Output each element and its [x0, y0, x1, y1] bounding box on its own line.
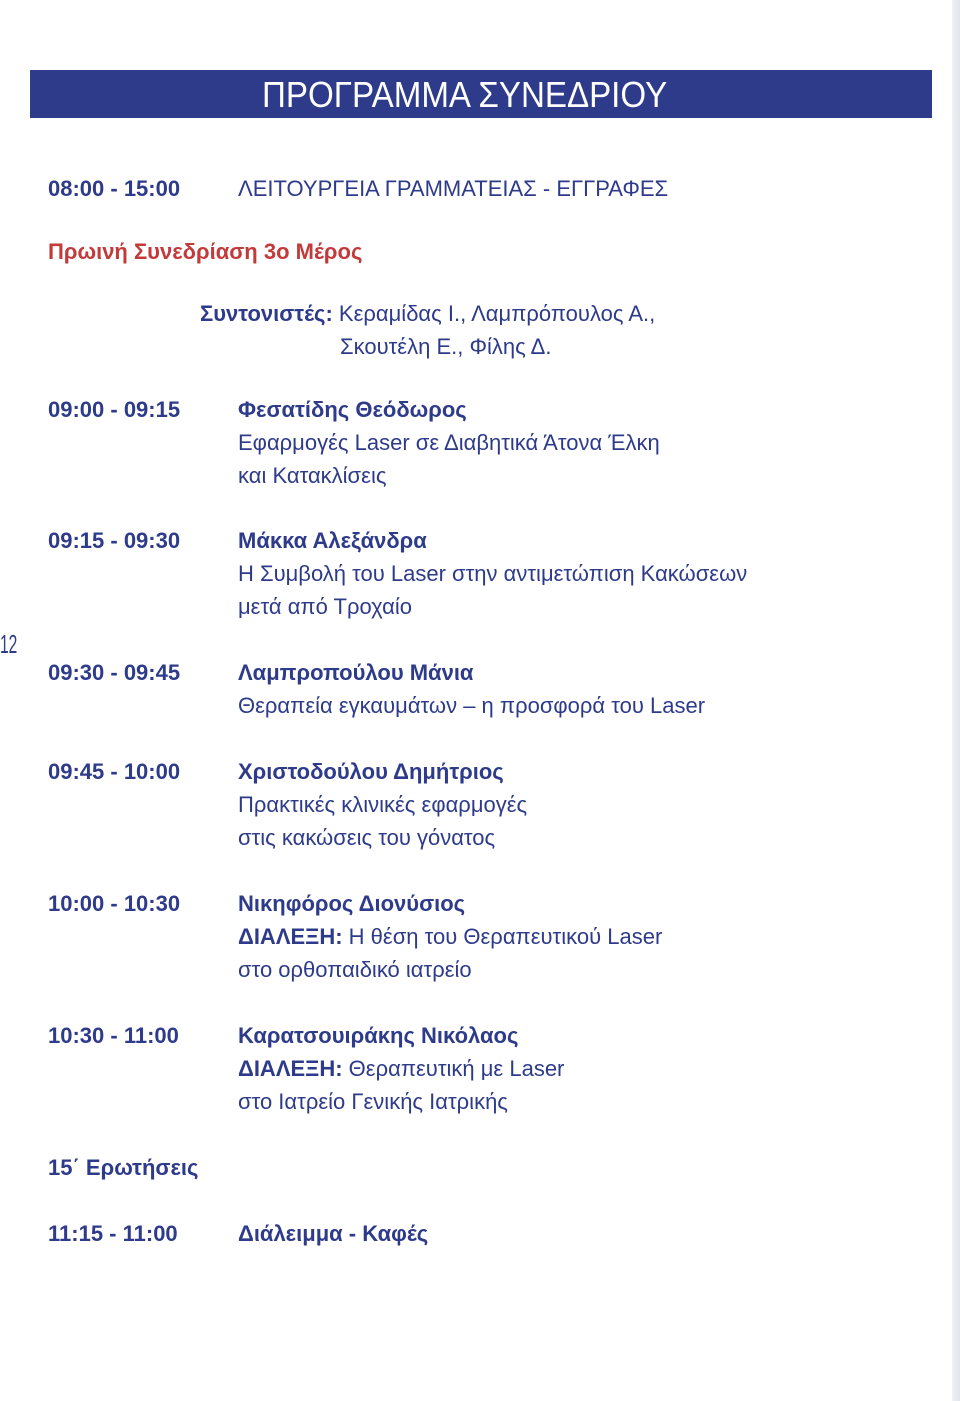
break-time: 11:15 - 11:00 [48, 1221, 178, 1246]
talk-title-line1: Θεραπευτική με Laser [342, 1056, 565, 1081]
talk-title-line1: Η θέση του Θεραπευτικού Laser [342, 924, 663, 949]
talk-time: 09:45 - 10:00 [48, 759, 181, 784]
talk-title-line1: Εφαρμογές Laser σε Διαβητικά Άτονα Έλκη [238, 430, 660, 455]
talk-speaker: Μάκκα Αλεξάνδρα [238, 528, 427, 553]
talk-time: 09:00 - 09:15 [48, 397, 181, 422]
talk-title-line1: Η Συμβολή του Laser στην αντιμετώπιση Κακώσεων [238, 561, 748, 586]
lecture-label: ΔΙΑΛΕΞΗ: [238, 1056, 343, 1081]
break-title: Διάλειμμα - Καφές [238, 1221, 429, 1246]
registration-title: ΛΕΙΤΟΥΡΓΕΙΑ ΓΡΑΜΜΑΤΕΙΑΣ - ΕΓΓΡΑΦΕΣ [238, 176, 669, 201]
talk-speaker: Καρατσουιράκης Νικόλαος [238, 1023, 519, 1048]
session-title: Πρωινή Συνεδρίαση 3ο Μέρος [48, 239, 363, 264]
coordinators-names-line1: Κεραμίδας Ι., Λαμπρόπουλος Α., [332, 301, 656, 326]
coordinators-names-line2: Σκουτέλη Ε., Φίλης Δ. [340, 334, 552, 359]
page-edge-strip [952, 0, 960, 1401]
talk-time: 10:30 - 11:00 [48, 1023, 179, 1048]
talk-title-line2: στις κακώσεις του γόνατος [238, 825, 496, 850]
questions-label: 15΄ Ερωτήσεις [48, 1155, 199, 1180]
talk-title-line2: στο ορθοπαιδικό ιατρείο [238, 957, 472, 982]
talk-speaker: Λαμπροπούλου Μάνια [238, 660, 474, 685]
page-title: ΠΡΟΓΡΑΜΜΑ ΣΥΝΕΔΡΙΟΥ [262, 74, 668, 115]
talk-title-line2: μετά από Τροχαίο [238, 594, 412, 619]
talk-speaker: Νικηφόρος Διονύσιος [238, 891, 466, 916]
talk-title-line1: Πρακτικές κλινικές εφαρμογές [238, 792, 528, 817]
talk-title-line2: και Κατακλίσεις [238, 463, 387, 488]
talk-title-line1: Θεραπεία εγκαυμάτων – η προσφορά του Laser [238, 693, 706, 718]
coordinators-label: Συντονιστές: [200, 301, 333, 326]
talk-speaker: Χριστοδούλου Δημήτριος [238, 759, 504, 784]
page-number: 12 [0, 629, 18, 659]
talk-title-line2: στο Ιατρείο Γενικής Ιατρικής [238, 1089, 508, 1114]
talk-time: 09:30 - 09:45 [48, 660, 181, 685]
talk-time: 09:15 - 09:30 [48, 528, 181, 553]
talk-speaker: Φεσατίδης Θεόδωρος [238, 397, 467, 422]
registration-time: 08:00 - 15:00 [48, 176, 181, 201]
talk-time: 10:00 - 10:30 [48, 891, 181, 916]
lecture-label: ΔΙΑΛΕΞΗ: [238, 924, 343, 949]
coordinators-block [200, 297, 800, 363]
